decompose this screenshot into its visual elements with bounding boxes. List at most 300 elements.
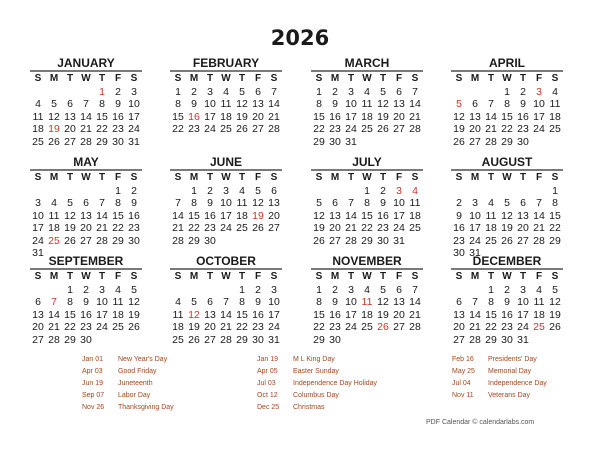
weekday-header: T <box>347 73 355 84</box>
weekday-header: W <box>362 172 372 183</box>
day-cell: 18 <box>220 110 232 123</box>
day-cell: 16 <box>80 308 92 321</box>
day-cell: 4 <box>536 283 542 296</box>
empty-cell <box>186 284 202 297</box>
day-cell: 14 <box>409 98 421 110</box>
weekday-header: F <box>535 271 543 282</box>
month-name: AUGUST <box>451 155 563 171</box>
day-cell: 25 <box>32 135 44 148</box>
weekday-header: W <box>362 271 372 282</box>
day-cell: 5 <box>504 197 510 209</box>
holiday-date: Jul 04 <box>452 380 471 387</box>
day-cell: 14 <box>469 308 481 321</box>
weekday-header: T <box>206 271 214 282</box>
day-cell: 28 <box>533 234 545 247</box>
weekday-header: S <box>411 73 419 84</box>
empty-cell <box>170 185 186 198</box>
month-name: FEBRUARY <box>170 56 282 72</box>
day-cell: 30 <box>112 135 124 148</box>
weekday-header: S <box>315 271 323 282</box>
weekday-header: S <box>411 172 419 183</box>
day-cell: 10 <box>128 98 140 110</box>
weekday-header: F <box>395 271 403 282</box>
holiday-day-cell: 7 <box>51 296 57 308</box>
empty-cell <box>170 284 186 297</box>
day-cell: 24 <box>345 123 357 135</box>
holiday-entry <box>82 378 174 390</box>
day-cell: 2 <box>207 184 213 197</box>
day-cell: 12 <box>549 296 561 308</box>
day-cell: 26 <box>313 234 325 247</box>
weekday-header: T <box>347 172 355 183</box>
holiday-day-cell: 19 <box>252 209 264 222</box>
day-cell: 14 <box>96 209 108 222</box>
month-october <box>170 254 282 346</box>
day-cell: 10 <box>345 98 357 110</box>
day-cell: 7 <box>412 85 418 98</box>
day-cell: 22 <box>485 321 497 333</box>
day-cell: 6 <box>271 184 277 197</box>
weekday-header: S <box>551 73 559 84</box>
day-cell: 4 <box>35 98 41 110</box>
day-cell: 4 <box>115 283 121 296</box>
day-cell: 17 <box>204 110 216 123</box>
day-cell: 26 <box>64 234 76 247</box>
day-grid <box>30 73 142 148</box>
holiday-date: Sep 07 <box>82 392 105 399</box>
day-cell: 20 <box>393 308 405 321</box>
day-cell: 18 <box>48 222 60 234</box>
weekday-header: T <box>206 172 214 183</box>
day-cell: 16 <box>377 209 389 222</box>
day-cell: 31 <box>517 333 529 346</box>
day-cell: 18 <box>409 209 421 222</box>
day-cell: 9 <box>255 296 261 308</box>
day-cell: 30 <box>128 234 140 247</box>
empty-cell <box>46 185 62 198</box>
day-cell: 26 <box>501 234 513 247</box>
day-cell: 7 <box>348 197 354 209</box>
day-cell: 28 <box>220 333 232 346</box>
holiday-entry <box>452 390 547 402</box>
day-cell: 21 <box>220 321 232 333</box>
month-june <box>170 155 282 247</box>
day-cell: 1 <box>175 85 181 98</box>
day-cell: 29 <box>64 333 76 346</box>
day-cell: 23 <box>377 222 389 234</box>
weekday-header: T <box>487 73 495 84</box>
weekday-header: S <box>551 172 559 183</box>
day-cell: 10 <box>469 209 481 222</box>
day-cell: 2 <box>115 85 121 98</box>
weekday-header: W <box>502 271 512 282</box>
day-cell: 12 <box>377 98 389 110</box>
weekday-header: T <box>66 172 74 183</box>
holiday-name: Veterans Day <box>488 392 531 399</box>
day-cell: 3 <box>223 184 229 197</box>
day-cell: 26 <box>188 333 200 346</box>
day-cell: 8 <box>552 197 558 209</box>
holiday-date: Jul 03 <box>257 380 276 387</box>
weekday-header: F <box>114 271 122 282</box>
weekday-header: T <box>379 172 387 183</box>
holiday-name: Easter Sunday <box>293 368 339 375</box>
day-cell: 11 <box>236 197 248 209</box>
day-cell: 12 <box>501 209 513 222</box>
weekday-header: W <box>502 172 512 183</box>
empty-cell <box>30 284 46 297</box>
day-grid <box>451 172 563 260</box>
day-cell: 28 <box>409 123 421 135</box>
day-cell: 30 <box>252 333 264 346</box>
weekday-header: T <box>238 271 246 282</box>
day-cell: 5 <box>380 85 386 98</box>
weekday-header: T <box>98 271 106 282</box>
day-cell: 23 <box>112 123 124 135</box>
holiday-date: Apr 05 <box>257 368 278 375</box>
holiday-name: M L King Day <box>293 356 335 363</box>
day-cell: 12 <box>453 110 465 123</box>
day-cell: 31 <box>128 135 140 148</box>
day-cell: 6 <box>472 98 478 110</box>
day-cell: 3 <box>131 85 137 98</box>
day-cell: 8 <box>316 296 322 308</box>
day-cell: 15 <box>64 308 76 321</box>
day-cell: 8 <box>316 98 322 110</box>
holiday-date: Nov 11 <box>452 392 474 399</box>
day-cell: 29 <box>549 234 561 247</box>
day-cell: 9 <box>504 296 510 308</box>
day-cell: 31 <box>345 135 357 148</box>
day-cell: 8 <box>191 197 197 209</box>
day-cell: 21 <box>469 321 481 333</box>
holiday-entry <box>82 366 174 378</box>
holiday-date: Apr 03 <box>82 368 103 375</box>
day-cell: 14 <box>268 98 280 110</box>
day-cell: 15 <box>361 209 373 222</box>
holiday-date: May 25 <box>452 368 475 375</box>
weekday-header: F <box>535 73 543 84</box>
empty-cell <box>218 284 234 297</box>
day-cell: 28 <box>48 333 60 346</box>
day-cell: 16 <box>517 110 529 123</box>
day-cell: 20 <box>453 321 465 333</box>
day-cell: 27 <box>453 333 465 346</box>
day-cell: 30 <box>329 333 341 346</box>
day-cell: 26 <box>48 135 60 148</box>
weekday-header: M <box>470 73 480 84</box>
weekday-header: S <box>34 271 42 282</box>
day-cell: 19 <box>501 222 513 234</box>
day-cell: 16 <box>112 110 124 123</box>
day-cell: 11 <box>409 197 421 209</box>
day-cell: 29 <box>501 135 513 148</box>
holiday-date: Jun 19 <box>82 380 104 387</box>
holiday-name: Independence Day Holiday <box>293 380 378 387</box>
month-november <box>311 254 423 346</box>
day-cell: 12 <box>64 209 76 222</box>
day-cell: 23 <box>188 123 200 135</box>
day-cell: 9 <box>191 98 197 110</box>
day-cell: 22 <box>236 321 248 333</box>
day-cell: 13 <box>80 209 92 222</box>
day-cell: 27 <box>393 321 405 333</box>
empty-cell <box>451 86 467 99</box>
day-cell: 1 <box>239 283 245 296</box>
holiday-name: Thanksgiving Day <box>118 404 174 411</box>
day-cell: 27 <box>469 135 481 148</box>
day-cell: 5 <box>316 197 322 209</box>
day-cell: 2 <box>456 197 462 209</box>
weekday-header: T <box>519 271 527 282</box>
weekday-header: S <box>34 73 42 84</box>
holiday-column <box>452 354 547 402</box>
day-cell: 12 <box>128 296 140 308</box>
day-cell: 31 <box>268 333 280 346</box>
day-cell: 29 <box>313 135 325 148</box>
weekday-header: F <box>254 73 262 84</box>
day-cell: 6 <box>456 296 462 308</box>
day-cell: 28 <box>485 135 497 148</box>
day-cell: 25 <box>220 123 232 135</box>
day-cell: 8 <box>488 296 494 308</box>
holiday-name: Independence Day <box>488 380 547 387</box>
day-cell: 9 <box>332 296 338 308</box>
empty-cell <box>62 86 78 99</box>
day-cell: 10 <box>533 98 545 110</box>
day-cell: 20 <box>517 222 529 234</box>
day-cell: 9 <box>83 296 89 308</box>
weekday-header: S <box>130 271 138 282</box>
day-cell: 21 <box>485 123 497 135</box>
day-cell: 23 <box>501 321 513 333</box>
day-cell: 22 <box>112 222 124 234</box>
holiday-entry <box>257 366 377 378</box>
day-cell: 2 <box>131 184 137 197</box>
day-cell: 11 <box>112 296 124 308</box>
day-grid <box>311 271 423 346</box>
day-cell: 15 <box>501 110 513 123</box>
weekday-header: W <box>502 73 512 84</box>
weekday-header: W <box>81 271 91 282</box>
day-cell: 27 <box>268 222 280 234</box>
day-cell: 16 <box>329 110 341 123</box>
day-grid <box>311 172 423 247</box>
day-cell: 24 <box>517 321 529 333</box>
day-cell: 15 <box>188 209 200 222</box>
day-cell: 31 <box>469 247 481 259</box>
month-name: NOVEMBER <box>311 254 423 270</box>
day-cell: 20 <box>329 222 341 234</box>
weekday-header: F <box>395 73 403 84</box>
day-cell: 25 <box>236 222 248 234</box>
holiday-entry <box>82 390 174 402</box>
day-cell: 20 <box>64 123 76 135</box>
day-cell: 25 <box>361 321 373 333</box>
day-cell: 16 <box>501 308 513 321</box>
empty-cell <box>467 86 483 99</box>
day-grid <box>170 73 282 136</box>
day-cell: 14 <box>533 209 545 222</box>
day-cell: 24 <box>32 234 44 247</box>
day-cell: 5 <box>239 85 245 98</box>
weekday-header: T <box>379 73 387 84</box>
empty-cell <box>451 185 467 198</box>
calendar-year: 2026 <box>270 26 330 50</box>
month-name: JANUARY <box>30 56 142 72</box>
day-cell: 23 <box>453 234 465 247</box>
day-cell: 19 <box>549 308 561 321</box>
day-cell: 7 <box>83 98 89 110</box>
day-cell: 7 <box>99 197 105 209</box>
weekday-header: F <box>535 172 543 183</box>
empty-cell <box>451 284 467 297</box>
weekday-header: M <box>330 271 340 282</box>
day-cell: 27 <box>32 333 44 346</box>
day-cell: 17 <box>533 110 545 123</box>
day-cell: 3 <box>99 283 105 296</box>
day-cell: 24 <box>533 123 545 135</box>
day-cell: 15 <box>549 209 561 222</box>
weekday-header: M <box>189 172 199 183</box>
day-cell: 3 <box>207 85 213 98</box>
weekday-header: S <box>270 271 278 282</box>
day-cell: 24 <box>393 222 405 234</box>
day-cell: 2 <box>191 85 197 98</box>
day-cell: 8 <box>175 98 181 110</box>
month-name: MAY <box>30 155 142 171</box>
day-cell: 13 <box>329 209 341 222</box>
day-cell: 7 <box>536 197 542 209</box>
weekday-header: F <box>395 172 403 183</box>
day-cell: 5 <box>255 184 261 197</box>
day-cell: 8 <box>67 296 73 308</box>
day-cell: 2 <box>504 283 510 296</box>
day-cell: 10 <box>393 197 405 209</box>
weekday-header: T <box>238 172 246 183</box>
day-cell: 28 <box>96 234 108 247</box>
day-cell: 19 <box>188 321 200 333</box>
day-cell: 19 <box>236 110 248 123</box>
month-name: DECEMBER <box>451 254 563 270</box>
holiday-day-cell: 25 <box>48 234 60 247</box>
day-cell: 27 <box>64 135 76 148</box>
day-cell: 15 <box>236 308 248 321</box>
day-cell: 1 <box>364 184 370 197</box>
empty-cell <box>30 86 46 99</box>
day-cell: 1 <box>67 283 73 296</box>
month-name: JULY <box>311 155 423 171</box>
holiday-day-cell: 12 <box>188 308 200 321</box>
holiday-entry <box>452 378 547 390</box>
weekday-header: T <box>487 271 495 282</box>
empty-cell <box>343 185 359 198</box>
day-cell: 22 <box>313 123 325 135</box>
holiday-date: Jan 19 <box>257 356 279 363</box>
holiday-day-cell: 3 <box>396 184 402 197</box>
day-cell: 14 <box>409 296 421 308</box>
holiday-entry <box>257 402 377 414</box>
empty-cell <box>78 86 94 99</box>
day-cell: 20 <box>204 321 216 333</box>
day-cell: 27 <box>393 123 405 135</box>
day-cell: 24 <box>268 321 280 333</box>
holiday-entry <box>257 390 377 402</box>
day-cell: 1 <box>504 85 510 98</box>
day-cell: 13 <box>204 308 216 321</box>
month-name: JUNE <box>170 155 282 171</box>
day-cell: 26 <box>377 123 389 135</box>
day-cell: 11 <box>48 209 60 222</box>
empty-cell <box>531 185 547 198</box>
day-cell: 6 <box>255 85 261 98</box>
day-cell: 5 <box>380 283 386 296</box>
day-cell: 30 <box>501 333 513 346</box>
day-cell: 18 <box>549 110 561 123</box>
weekday-header: T <box>98 172 106 183</box>
day-cell: 12 <box>252 197 264 209</box>
empty-cell <box>467 284 483 297</box>
day-cell: 28 <box>345 234 357 247</box>
day-cell: 17 <box>469 222 481 234</box>
day-cell: 18 <box>533 308 545 321</box>
weekday-header: F <box>254 172 262 183</box>
weekday-header: S <box>174 73 182 84</box>
day-cell: 3 <box>472 197 478 209</box>
weekday-header: S <box>315 172 323 183</box>
day-cell: 18 <box>32 123 44 135</box>
day-cell: 19 <box>453 123 465 135</box>
holiday-entry <box>257 354 377 366</box>
day-cell: 11 <box>361 98 373 110</box>
weekday-header: W <box>221 73 231 84</box>
weekday-header: S <box>130 73 138 84</box>
day-cell: 13 <box>393 296 405 308</box>
holiday-column <box>257 354 377 414</box>
day-cell: 22 <box>96 123 108 135</box>
day-cell: 24 <box>204 123 216 135</box>
day-cell: 14 <box>220 308 232 321</box>
day-cell: 27 <box>517 234 529 247</box>
month-april <box>451 56 563 148</box>
holiday-name: Good Friday <box>118 368 157 375</box>
day-cell: 9 <box>131 197 137 209</box>
day-cell: 16 <box>204 209 216 222</box>
day-cell: 18 <box>485 222 497 234</box>
day-cell: 12 <box>313 209 325 222</box>
weekday-header: S <box>551 271 559 282</box>
weekday-header: W <box>221 172 231 183</box>
day-cell: 9 <box>332 98 338 110</box>
month-name: SEPTEMBER <box>30 254 142 270</box>
day-cell: 14 <box>485 110 497 123</box>
day-cell: 29 <box>236 333 248 346</box>
holiday-name: Columbus Day <box>293 392 339 399</box>
day-cell: 23 <box>517 123 529 135</box>
weekday-header: T <box>98 73 106 84</box>
weekday-header: T <box>519 172 527 183</box>
day-cell: 23 <box>204 222 216 234</box>
day-cell: 4 <box>552 85 558 98</box>
month-february <box>170 56 282 136</box>
day-cell: 16 <box>252 308 264 321</box>
day-cell: 13 <box>252 98 264 110</box>
day-cell: 22 <box>188 222 200 234</box>
day-cell: 10 <box>32 209 44 222</box>
holiday-entry <box>452 366 547 378</box>
day-cell: 21 <box>345 222 357 234</box>
day-cell: 28 <box>409 321 421 333</box>
